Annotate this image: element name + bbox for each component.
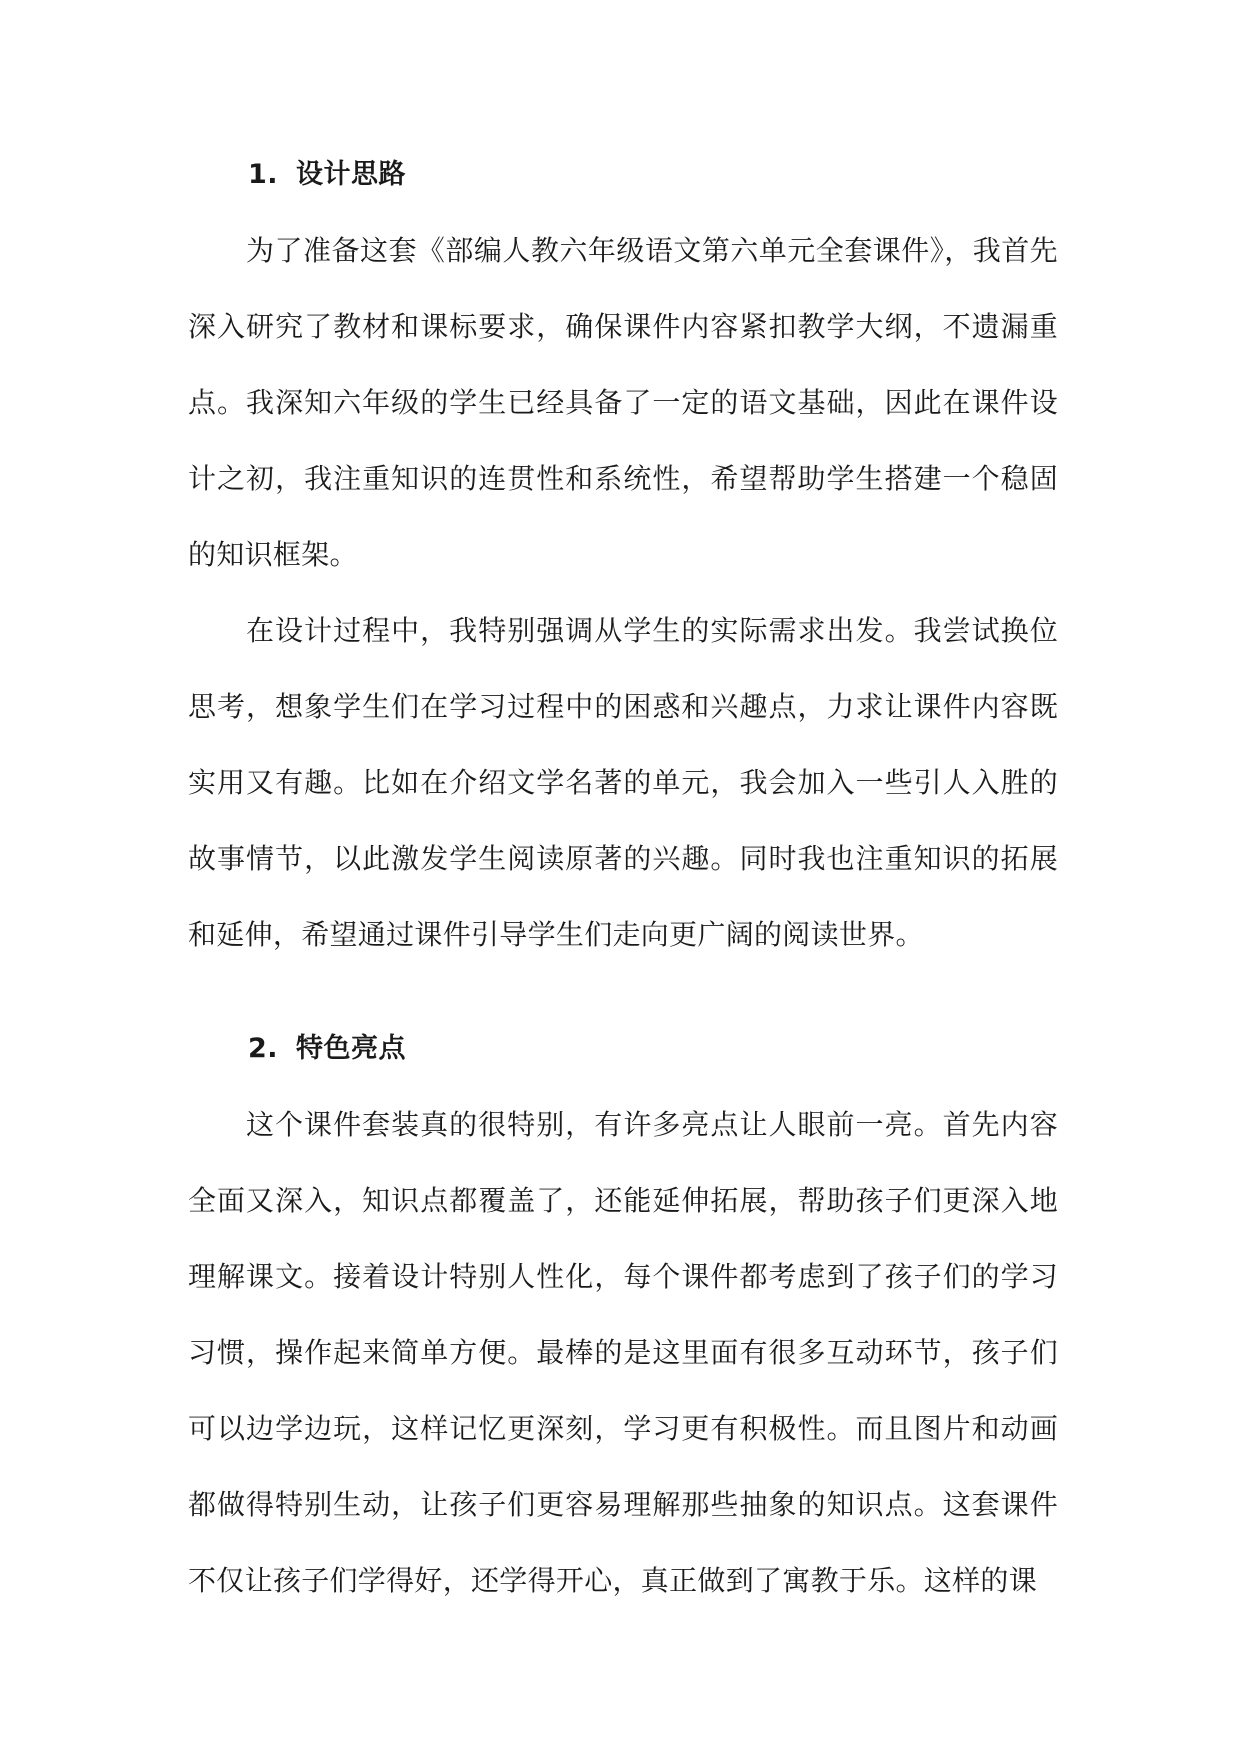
section-number: 2.: [248, 1033, 279, 1064]
section-spacer: [188, 973, 1058, 1011]
section-heading-design-approach: [188, 137, 1058, 213]
section-number: 1.: [248, 159, 279, 190]
paragraph: 在设计过程中，我特别强调从学生的实际需求出发。我尝试换位思考，想象学生们在学习过程中的困惑和兴趣点，力求让课件内容既实用又有趣。比如在介绍文学名著的单元，我会加入一些引人入胜的故事情节，以此激发学生阅读原著的兴趣。同时我也注重知识的拓展和延伸，希望通过课件引导学生们走向更广阔的阅读世界。: [188, 614, 1058, 951]
section-heading-highlights: [188, 1011, 1058, 1087]
section-title: 设计思路: [296, 159, 407, 190]
document-body: [188, 137, 1058, 1619]
paragraph: 这个课件套装真的很特别，有许多亮点让人眼前一亮。首先内容全面又深入，知识点都覆盖了，还能延伸拓展，帮助孩子们更深入地理解课文。接着设计特别人性化，每个课件都考虑到了孩子们的学习习惯，操作起来简单方便。最棒的是这里面有很多互动环节，孩子们可以边学边玩，这样记忆更深刻，学习更有积极性。而且图片和动画都做得特别生动，让孩子们更容易理解那些抽象的知识点。这套课件不仅让孩子们学得好，还学得开心，真正做到了寓教于乐。这样的课: [188, 1108, 1058, 1597]
section-title: 特色亮点: [296, 1033, 407, 1064]
paragraph: 为了准备这套《部编人教六年级语文第六单元全套课件》，我首先深入研究了教材和课标要求，确保课件内容紧扣教学大纲，不遗漏重点。我深知六年级的学生已经具备了一定的语文基础，因此在课件设计之初，我注重知识的连贯性和系统性，希望帮助学生搭建一个稳固的知识框架。: [188, 234, 1058, 571]
